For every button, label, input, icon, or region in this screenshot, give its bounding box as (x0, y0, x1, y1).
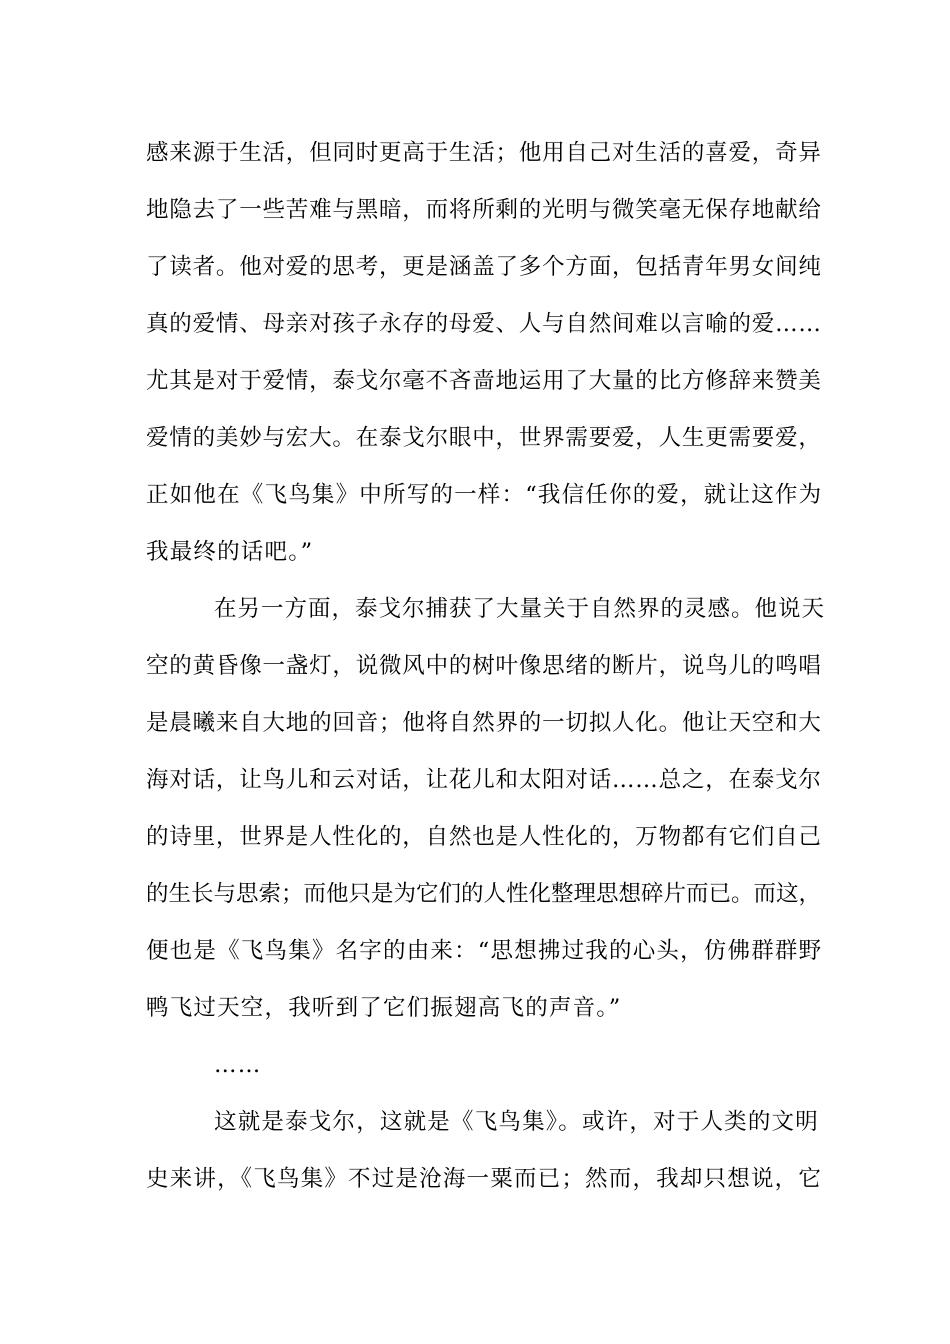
text-line-5: 尤其是对于爱情，泰戈尔毫不吝啬地运用了大量的比方修辞来赞美 (146, 368, 822, 394)
text-line-13: 的诗里，世界是人性化的，自然也是人性化的，万物都有它们自己 (146, 824, 822, 850)
text-line-3: 了读者。他对爱的思考，更是涵盖了多个方面，包括青年男女间纯 (146, 254, 822, 280)
text-line-6: 爱情的美妙与宏大。在泰戈尔眼中，世界需要爱，人生更需要爱， (146, 425, 822, 451)
text-line-10: 空的黄昏像一盏灯，说微风中的树叶像思绪的断片，说鸟儿的鸣唱 (146, 653, 822, 679)
text-line-2: 地隐去了一些苦难与黑暗，而将所剩的光明与微笑毫无保存地献给 (146, 197, 822, 223)
text-line-15: 便也是《飞鸟集》名字的由来：“思想拂过我的心头，仿佛群群野 (146, 938, 823, 964)
text-line-18: 这就是泰戈尔，这就是《飞鸟集》。或许，对于人类的文明 (214, 1109, 819, 1135)
text-line-12: 海对话，让鸟儿和云对话，让花儿和太阳对话……总之，在泰戈尔 (146, 767, 822, 793)
text-line-8: 我最终的话吧。” (146, 539, 314, 565)
text-line-1: 感来源于生活，但同时更高于生活；他用自己对生活的喜爱，奇异 (146, 140, 822, 166)
text-line-9: 在另一方面，泰戈尔捕获了大量关于自然界的灵感。他说天 (214, 596, 826, 622)
text-line-7: 正如他在《飞鸟集》中所写的一样：“我信任你的爱，就让这作为 (146, 482, 823, 508)
text-line-4: 真的爱情、母亲对孩子永存的母爱、人与自然间难以言喻的爱…… (146, 311, 822, 337)
text-line-16: 鸭飞过天空，我听到了它们振翅高飞的声音。” (146, 995, 622, 1021)
text-line-11: 是晨曦来自大地的回音；他将自然界的一切拟人化。他让天空和大 (146, 710, 822, 736)
body-text (146, 130, 826, 1213)
text-line-14: 的生长与思索；而他只是为它们的人性化整理思想碎片而已。而这， (146, 881, 822, 907)
text-line-19: 史来讲，《飞鸟集》不过是沧海一粟而已；然而，我却只想说，它 (146, 1166, 823, 1192)
text-line-17: …… (214, 1052, 262, 1078)
